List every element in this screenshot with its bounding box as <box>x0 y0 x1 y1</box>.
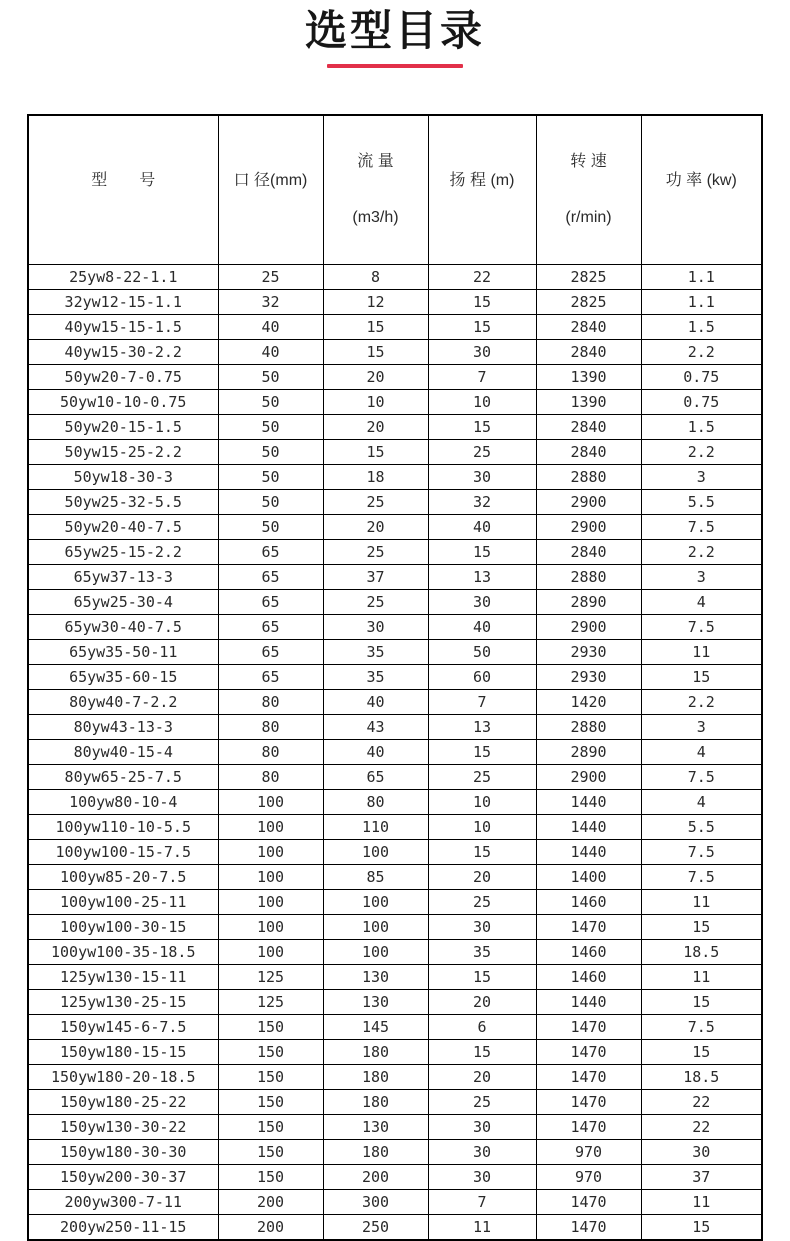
cell-speed: 2900 <box>536 490 641 515</box>
table-row <box>28 490 762 515</box>
cell-flow: 20 <box>323 365 428 390</box>
cell-flow: 130 <box>323 990 428 1015</box>
cell-model: 125yw130-25-15 <box>28 990 218 1015</box>
cell-diameter: 65 <box>218 615 323 640</box>
cell-model: 65yw30-40-7.5 <box>28 615 218 640</box>
cell-power: 7.5 <box>641 865 762 890</box>
table-row <box>28 615 762 640</box>
cell-head: 15 <box>428 740 536 765</box>
cell-diameter: 150 <box>218 1165 323 1190</box>
cell-head: 15 <box>428 290 536 315</box>
cell-head: 30 <box>428 915 536 940</box>
cell-speed: 1470 <box>536 1065 641 1090</box>
cell-head: 50 <box>428 640 536 665</box>
cell-flow: 180 <box>323 1040 428 1065</box>
cell-speed: 1460 <box>536 940 641 965</box>
cell-model: 100yw100-25-11 <box>28 890 218 915</box>
cell-speed: 1470 <box>536 1040 641 1065</box>
cell-power: 7.5 <box>641 515 762 540</box>
cell-model: 50yw15-25-2.2 <box>28 440 218 465</box>
cell-diameter: 40 <box>218 340 323 365</box>
cell-diameter: 80 <box>218 765 323 790</box>
cell-power: 3 <box>641 565 762 590</box>
cell-model: 50yw20-40-7.5 <box>28 515 218 540</box>
cell-speed: 2930 <box>536 640 641 665</box>
cell-power: 0.75 <box>641 390 762 415</box>
cell-model: 150yw180-25-22 <box>28 1090 218 1115</box>
column-header-label: 流 量 <box>357 153 394 171</box>
cell-flow: 145 <box>323 1015 428 1040</box>
cell-model: 50yw10-10-0.75 <box>28 390 218 415</box>
cell-head: 7 <box>428 690 536 715</box>
cell-flow: 100 <box>323 890 428 915</box>
cell-speed: 970 <box>536 1140 641 1165</box>
table-row <box>28 690 762 715</box>
table-body <box>28 265 762 1241</box>
cell-diameter: 150 <box>218 1015 323 1040</box>
cell-head: 25 <box>428 765 536 790</box>
column-header-label: 扬 程 (m) <box>449 172 515 190</box>
table-row <box>28 665 762 690</box>
cell-diameter: 50 <box>218 440 323 465</box>
cell-power: 7.5 <box>641 840 762 865</box>
table-row <box>28 890 762 915</box>
cell-head: 30 <box>428 1140 536 1165</box>
cell-model: 50yw20-7-0.75 <box>28 365 218 390</box>
table-row <box>28 865 762 890</box>
cell-power: 2.2 <box>641 340 762 365</box>
cell-model: 100yw100-15-7.5 <box>28 840 218 865</box>
cell-speed: 2900 <box>536 615 641 640</box>
cell-speed: 2880 <box>536 465 641 490</box>
cell-diameter: 25 <box>218 265 323 290</box>
cell-flow: 15 <box>323 440 428 465</box>
cell-power: 0.75 <box>641 365 762 390</box>
cell-flow: 100 <box>323 940 428 965</box>
cell-flow: 12 <box>323 290 428 315</box>
table-row <box>28 290 762 315</box>
cell-model: 100yw85-20-7.5 <box>28 865 218 890</box>
cell-diameter: 80 <box>218 690 323 715</box>
cell-diameter: 65 <box>218 565 323 590</box>
cell-diameter: 65 <box>218 590 323 615</box>
cell-model: 150yw145-6-7.5 <box>28 1015 218 1040</box>
table-row <box>28 1215 762 1241</box>
cell-power: 11 <box>641 1190 762 1215</box>
cell-model: 50yw20-15-1.5 <box>28 415 218 440</box>
cell-diameter: 150 <box>218 1090 323 1115</box>
cell-power: 4 <box>641 740 762 765</box>
cell-power: 4 <box>641 590 762 615</box>
cell-speed: 2890 <box>536 740 641 765</box>
cell-power: 7.5 <box>641 765 762 790</box>
cell-power: 1.5 <box>641 415 762 440</box>
cell-head: 15 <box>428 315 536 340</box>
cell-power: 18.5 <box>641 940 762 965</box>
cell-head: 30 <box>428 1165 536 1190</box>
table-row <box>28 390 762 415</box>
cell-diameter: 150 <box>218 1140 323 1165</box>
cell-head: 15 <box>428 1040 536 1065</box>
table-row <box>28 840 762 865</box>
cell-power: 22 <box>641 1115 762 1140</box>
cell-speed: 1470 <box>536 915 641 940</box>
cell-power: 4 <box>641 790 762 815</box>
cell-flow: 110 <box>323 815 428 840</box>
cell-flow: 18 <box>323 465 428 490</box>
cell-model: 100yw80-10-4 <box>28 790 218 815</box>
cell-head: 15 <box>428 840 536 865</box>
cell-model: 40yw15-30-2.2 <box>28 340 218 365</box>
cell-diameter: 200 <box>218 1215 323 1241</box>
cell-power: 11 <box>641 890 762 915</box>
cell-model: 65yw35-50-11 <box>28 640 218 665</box>
cell-diameter: 65 <box>218 640 323 665</box>
cell-speed: 1440 <box>536 815 641 840</box>
cell-model: 200yw250-11-15 <box>28 1215 218 1241</box>
cell-head: 20 <box>428 1065 536 1090</box>
cell-speed: 2840 <box>536 415 641 440</box>
table-row <box>28 515 762 540</box>
table-row <box>28 815 762 840</box>
cell-model: 50yw25-32-5.5 <box>28 490 218 515</box>
cell-speed: 2840 <box>536 540 641 565</box>
cell-model: 65yw25-15-2.2 <box>28 540 218 565</box>
table-row <box>28 1065 762 1090</box>
cell-flow: 25 <box>323 590 428 615</box>
cell-head: 32 <box>428 490 536 515</box>
cell-power: 7.5 <box>641 615 762 640</box>
table-row <box>28 915 762 940</box>
cell-speed: 970 <box>536 1165 641 1190</box>
cell-diameter: 50 <box>218 390 323 415</box>
cell-speed: 2825 <box>536 265 641 290</box>
cell-diameter: 100 <box>218 890 323 915</box>
cell-flow: 100 <box>323 840 428 865</box>
column-header-speed <box>536 115 641 265</box>
table-row <box>28 1040 762 1065</box>
cell-flow: 180 <box>323 1065 428 1090</box>
cell-speed: 1420 <box>536 690 641 715</box>
cell-speed: 1440 <box>536 840 641 865</box>
table-row <box>28 1165 762 1190</box>
cell-head: 15 <box>428 965 536 990</box>
cell-diameter: 65 <box>218 665 323 690</box>
cell-head: 25 <box>428 890 536 915</box>
cell-flow: 200 <box>323 1165 428 1190</box>
cell-flow: 43 <box>323 715 428 740</box>
cell-head: 20 <box>428 865 536 890</box>
cell-flow: 37 <box>323 565 428 590</box>
cell-model: 32yw12-15-1.1 <box>28 290 218 315</box>
cell-diameter: 80 <box>218 715 323 740</box>
cell-flow: 130 <box>323 1115 428 1140</box>
cell-power: 15 <box>641 915 762 940</box>
cell-speed: 1390 <box>536 390 641 415</box>
cell-flow: 40 <box>323 690 428 715</box>
column-header-flow <box>323 115 428 265</box>
table-row <box>28 565 762 590</box>
cell-head: 10 <box>428 390 536 415</box>
cell-head: 7 <box>428 1190 536 1215</box>
table-row <box>28 265 762 290</box>
cell-power: 15 <box>641 990 762 1015</box>
cell-power: 3 <box>641 715 762 740</box>
cell-power: 3 <box>641 465 762 490</box>
cell-diameter: 80 <box>218 740 323 765</box>
cell-diameter: 100 <box>218 940 323 965</box>
cell-flow: 35 <box>323 640 428 665</box>
cell-head: 30 <box>428 340 536 365</box>
cell-head: 30 <box>428 1115 536 1140</box>
table-row <box>28 1090 762 1115</box>
cell-model: 150yw180-30-30 <box>28 1140 218 1165</box>
cell-flow: 250 <box>323 1215 428 1241</box>
cell-flow: 15 <box>323 340 428 365</box>
cell-model: 150yw130-30-22 <box>28 1115 218 1140</box>
cell-flow: 8 <box>323 265 428 290</box>
cell-power: 22 <box>641 1090 762 1115</box>
cell-power: 2.2 <box>641 690 762 715</box>
cell-diameter: 50 <box>218 465 323 490</box>
column-header-head <box>428 115 536 265</box>
table-row <box>28 790 762 815</box>
cell-flow: 130 <box>323 965 428 990</box>
cell-model: 65yw35-60-15 <box>28 665 218 690</box>
cell-power: 11 <box>641 965 762 990</box>
cell-flow: 300 <box>323 1190 428 1215</box>
table-row <box>28 1115 762 1140</box>
cell-power: 5.5 <box>641 490 762 515</box>
table-row <box>28 1015 762 1040</box>
cell-diameter: 100 <box>218 865 323 890</box>
table-row <box>28 365 762 390</box>
cell-flow: 15 <box>323 315 428 340</box>
cell-model: 25yw8-22-1.1 <box>28 265 218 290</box>
cell-model: 80yw40-7-2.2 <box>28 690 218 715</box>
cell-head: 20 <box>428 990 536 1015</box>
cell-speed: 2840 <box>536 440 641 465</box>
cell-flow: 80 <box>323 790 428 815</box>
cell-speed: 2890 <box>536 590 641 615</box>
cell-diameter: 40 <box>218 315 323 340</box>
cell-head: 6 <box>428 1015 536 1040</box>
cell-speed: 1470 <box>536 1190 641 1215</box>
cell-diameter: 65 <box>218 540 323 565</box>
cell-head: 10 <box>428 815 536 840</box>
cell-head: 11 <box>428 1215 536 1241</box>
cell-speed: 2825 <box>536 290 641 315</box>
cell-model: 80yw40-15-4 <box>28 740 218 765</box>
cell-model: 80yw43-13-3 <box>28 715 218 740</box>
cell-diameter: 100 <box>218 915 323 940</box>
cell-head: 40 <box>428 615 536 640</box>
cell-speed: 1440 <box>536 990 641 1015</box>
column-header-model <box>28 115 218 265</box>
column-header-sublabel: (m3/h) <box>352 209 399 227</box>
cell-diameter: 100 <box>218 840 323 865</box>
cell-flow: 30 <box>323 615 428 640</box>
catalog-page <box>0 6 790 1237</box>
cell-model: 40yw15-15-1.5 <box>28 315 218 340</box>
column-header-diameter <box>218 115 323 265</box>
cell-flow: 85 <box>323 865 428 890</box>
cell-head: 25 <box>428 440 536 465</box>
title-underline <box>327 64 463 68</box>
cell-power: 2.2 <box>641 440 762 465</box>
table-row <box>28 1140 762 1165</box>
cell-flow: 20 <box>323 515 428 540</box>
table-row <box>28 540 762 565</box>
table-row <box>28 765 762 790</box>
table-row <box>28 315 762 340</box>
cell-flow: 180 <box>323 1090 428 1115</box>
column-header-label: 转 速 <box>570 153 607 171</box>
cell-power: 18.5 <box>641 1065 762 1090</box>
cell-flow: 25 <box>323 490 428 515</box>
cell-flow: 180 <box>323 1140 428 1165</box>
cell-head: 60 <box>428 665 536 690</box>
cell-flow: 20 <box>323 415 428 440</box>
cell-model: 150yw180-15-15 <box>28 1040 218 1065</box>
cell-speed: 1460 <box>536 965 641 990</box>
cell-flow: 65 <box>323 765 428 790</box>
cell-flow: 25 <box>323 540 428 565</box>
cell-flow: 100 <box>323 915 428 940</box>
cell-flow: 35 <box>323 665 428 690</box>
cell-flow: 40 <box>323 740 428 765</box>
cell-speed: 1460 <box>536 890 641 915</box>
cell-head: 30 <box>428 590 536 615</box>
cell-head: 15 <box>428 415 536 440</box>
cell-speed: 2880 <box>536 565 641 590</box>
cell-model: 100yw100-30-15 <box>28 915 218 940</box>
cell-power: 37 <box>641 1165 762 1190</box>
cell-head: 7 <box>428 365 536 390</box>
cell-diameter: 100 <box>218 790 323 815</box>
table-header-row <box>28 115 762 265</box>
cell-head: 30 <box>428 465 536 490</box>
cell-speed: 1440 <box>536 790 641 815</box>
cell-head: 35 <box>428 940 536 965</box>
cell-speed: 1470 <box>536 1115 641 1140</box>
column-header-label: 功 率 (kw) <box>665 172 737 190</box>
cell-speed: 1470 <box>536 1090 641 1115</box>
cell-speed: 1470 <box>536 1015 641 1040</box>
cell-model: 80yw65-25-7.5 <box>28 765 218 790</box>
cell-diameter: 150 <box>218 1040 323 1065</box>
cell-head: 13 <box>428 715 536 740</box>
cell-power: 15 <box>641 665 762 690</box>
cell-speed: 1470 <box>536 1215 641 1241</box>
cell-speed: 2930 <box>536 665 641 690</box>
cell-head: 13 <box>428 565 536 590</box>
table-row <box>28 715 762 740</box>
cell-diameter: 100 <box>218 815 323 840</box>
cell-power: 2.2 <box>641 540 762 565</box>
cell-head: 40 <box>428 515 536 540</box>
table-row <box>28 990 762 1015</box>
cell-model: 100yw110-10-5.5 <box>28 815 218 840</box>
table-row <box>28 415 762 440</box>
cell-speed: 2900 <box>536 765 641 790</box>
cell-power: 1.5 <box>641 315 762 340</box>
cell-speed: 1390 <box>536 365 641 390</box>
cell-head: 25 <box>428 1090 536 1115</box>
page-title: 选型目录 <box>304 7 485 54</box>
cell-model: 125yw130-15-11 <box>28 965 218 990</box>
cell-speed: 2840 <box>536 340 641 365</box>
cell-power: 11 <box>641 640 762 665</box>
cell-power: 15 <box>641 1215 762 1241</box>
table-row <box>28 465 762 490</box>
table-row <box>28 965 762 990</box>
cell-model: 150yw200-30-37 <box>28 1165 218 1190</box>
cell-power: 7.5 <box>641 1015 762 1040</box>
table-row <box>28 590 762 615</box>
cell-model: 150yw180-20-18.5 <box>28 1065 218 1090</box>
cell-diameter: 50 <box>218 490 323 515</box>
column-header-label: 口 径(mm) <box>233 172 308 190</box>
cell-diameter: 50 <box>218 415 323 440</box>
cell-head: 15 <box>428 540 536 565</box>
table-row <box>28 440 762 465</box>
cell-diameter: 150 <box>218 1065 323 1090</box>
cell-diameter: 200 <box>218 1190 323 1215</box>
cell-speed: 2900 <box>536 515 641 540</box>
cell-diameter: 150 <box>218 1115 323 1140</box>
cell-model: 100yw100-35-18.5 <box>28 940 218 965</box>
table-row <box>28 640 762 665</box>
table-row <box>28 940 762 965</box>
cell-model: 200yw300-7-11 <box>28 1190 218 1215</box>
column-header-power <box>641 115 762 265</box>
cell-diameter: 50 <box>218 515 323 540</box>
table-row <box>28 1190 762 1215</box>
column-header-label: 型 号 <box>91 172 156 190</box>
table-row <box>28 340 762 365</box>
cell-speed: 1400 <box>536 865 641 890</box>
cell-model: 50yw18-30-3 <box>28 465 218 490</box>
cell-diameter: 32 <box>218 290 323 315</box>
table-row <box>28 740 762 765</box>
pump-selection-table <box>27 114 763 1241</box>
cell-head: 10 <box>428 790 536 815</box>
cell-head: 22 <box>428 265 536 290</box>
cell-diameter: 125 <box>218 965 323 990</box>
cell-power: 15 <box>641 1040 762 1065</box>
cell-speed: 2880 <box>536 715 641 740</box>
cell-diameter: 125 <box>218 990 323 1015</box>
cell-power: 1.1 <box>641 290 762 315</box>
cell-model: 65yw37-13-3 <box>28 565 218 590</box>
cell-model: 65yw25-30-4 <box>28 590 218 615</box>
column-header-sublabel: (r/min) <box>565 209 612 227</box>
cell-diameter: 50 <box>218 365 323 390</box>
cell-flow: 10 <box>323 390 428 415</box>
cell-power: 1.1 <box>641 265 762 290</box>
cell-power: 5.5 <box>641 815 762 840</box>
cell-speed: 2840 <box>536 315 641 340</box>
cell-power: 30 <box>641 1140 762 1165</box>
